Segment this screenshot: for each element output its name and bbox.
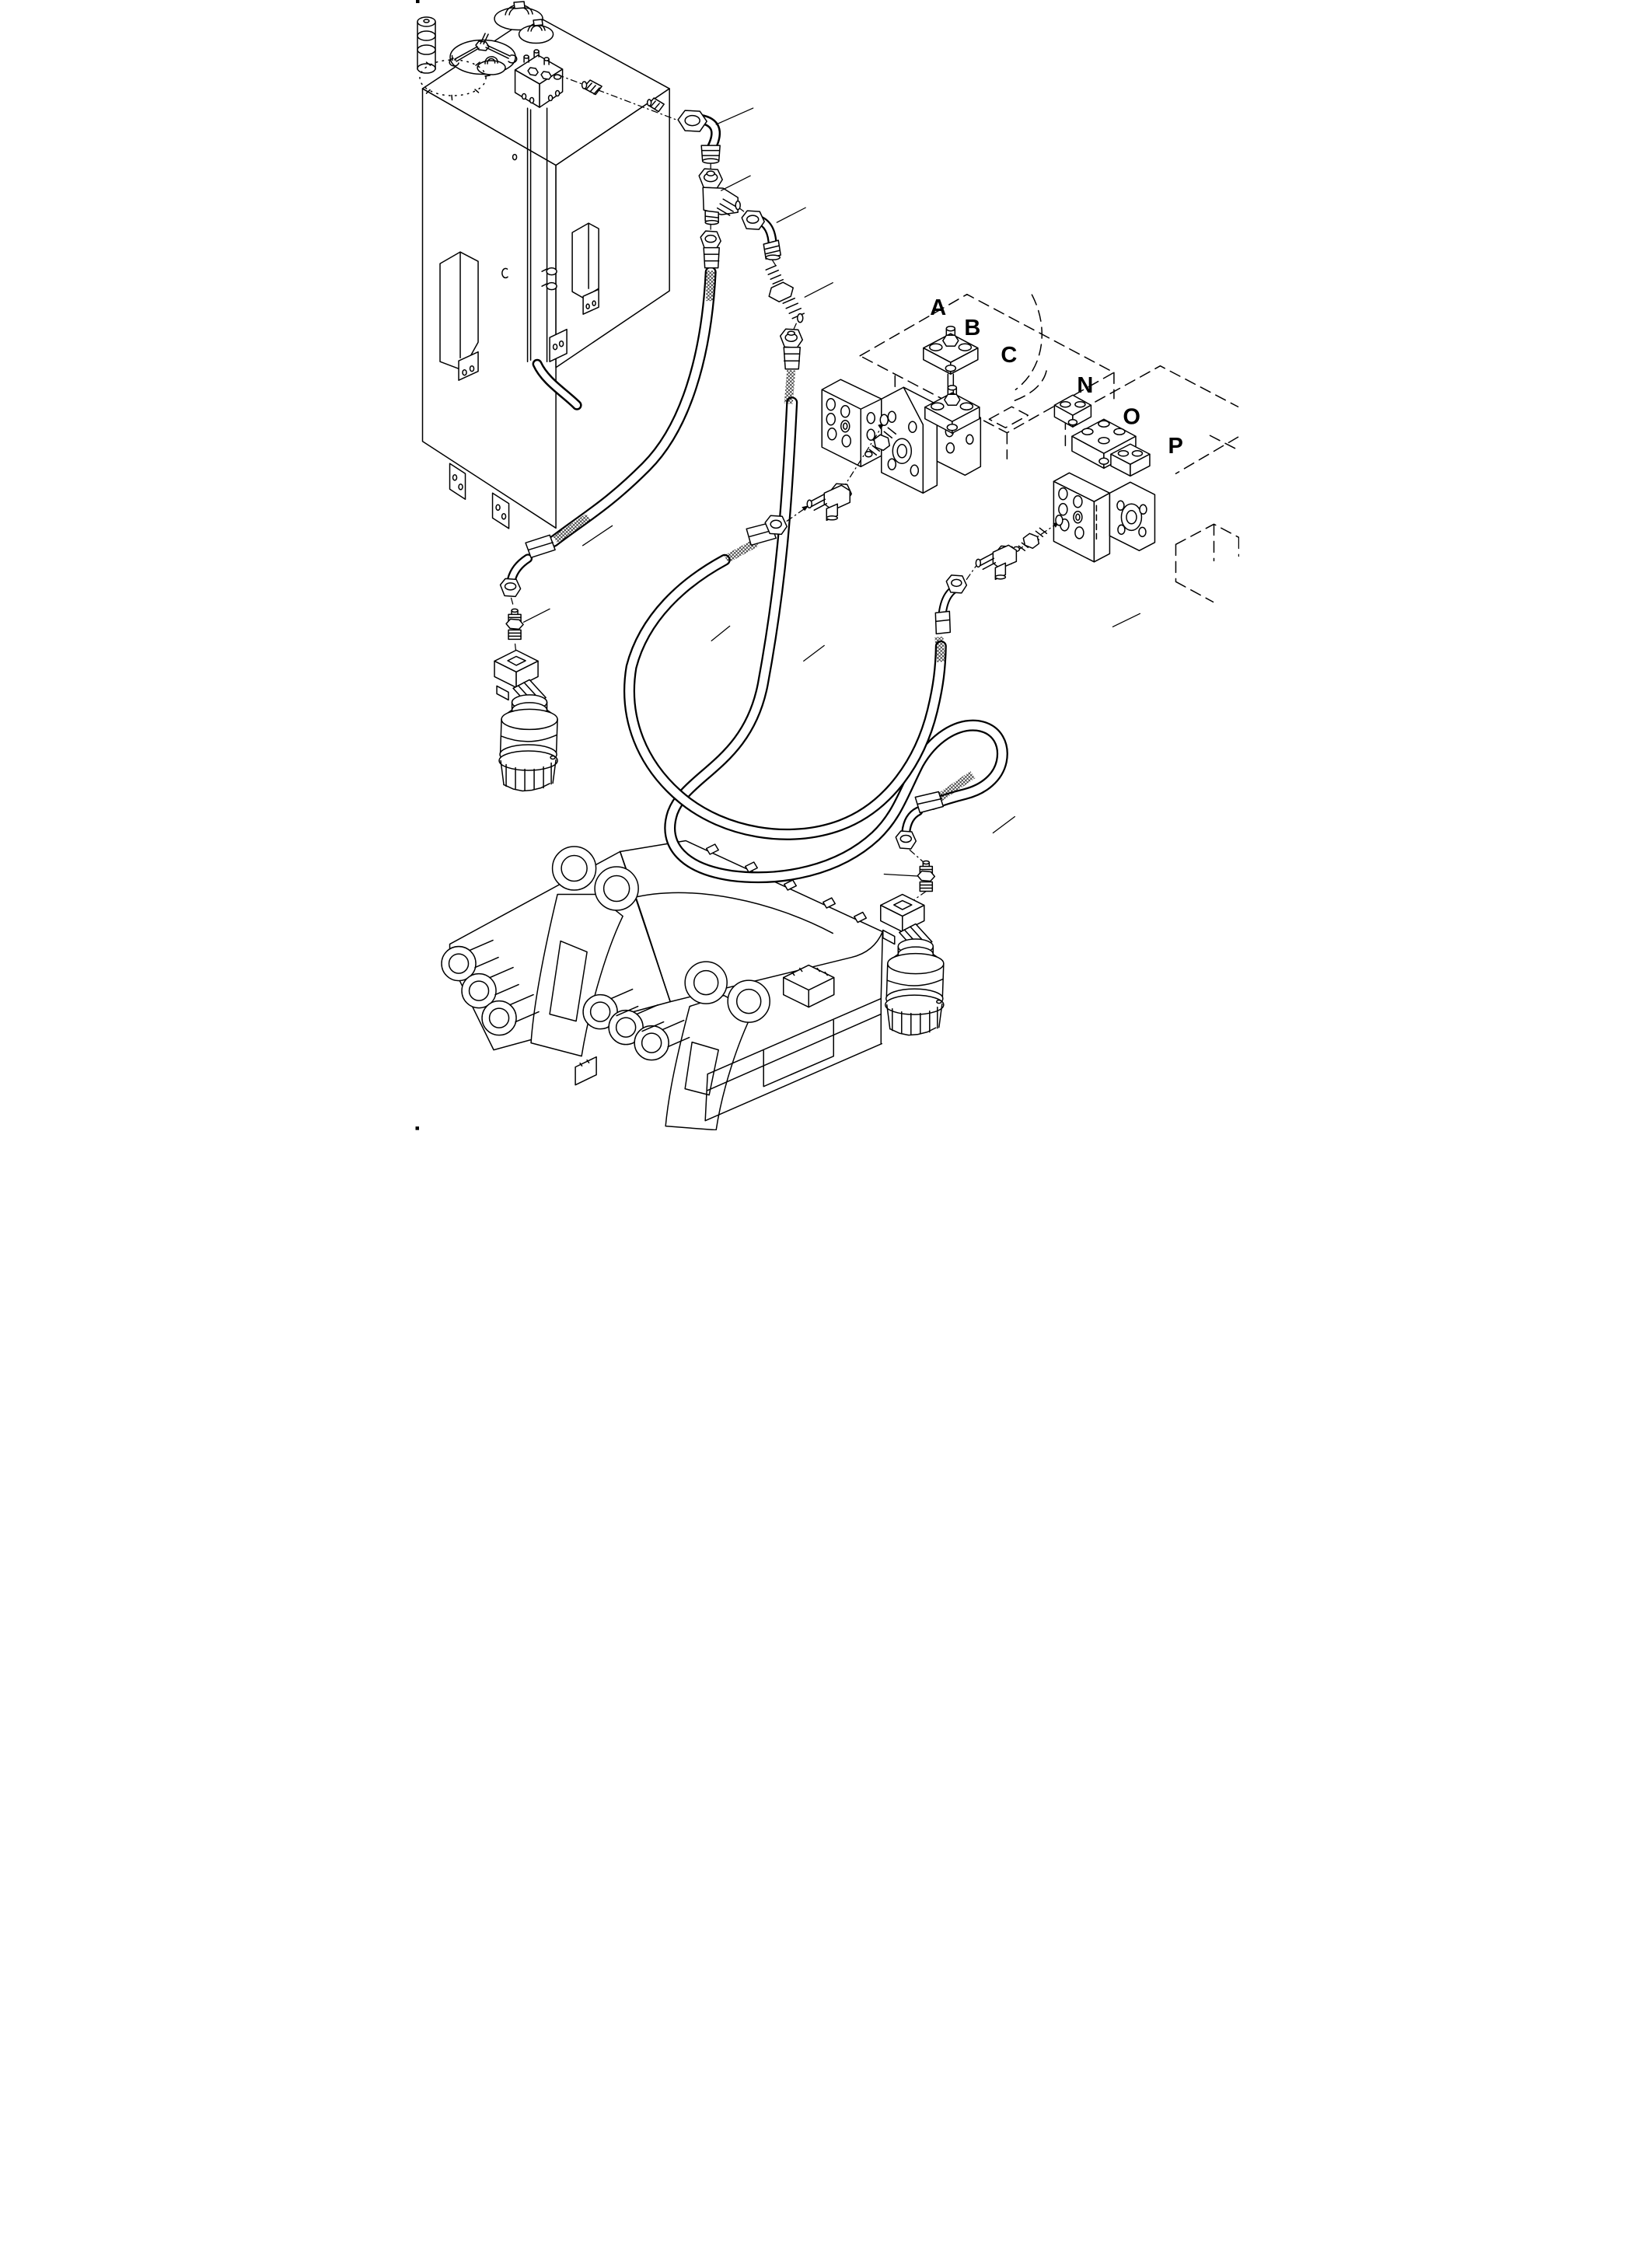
straight-adapter-3 [766,266,804,323]
port-label-c: C [1001,343,1018,368]
elbow-fitting-1 [678,110,720,163]
hose-end-fitting-2 [781,329,803,369]
hose-end-fitting-1 [700,231,721,268]
valve-port-n [1056,515,1063,525]
tee-fitting-2 [807,484,851,520]
straight-adapter-5 [1013,528,1046,551]
pilot-hose-valve-jumper [630,543,941,835]
exploded-parts-diagram [413,0,1239,1130]
bucket-assembly [442,840,882,1130]
ppc-valve-left [494,650,557,791]
nipple-fitting-right [917,861,934,892]
port-label-n: N [1077,373,1094,399]
valve-stud-block-n1 [1054,395,1091,427]
port-label-a: A [930,295,947,321]
hydraulic-tank [417,2,669,529]
hose-elbow-left-ppc [501,535,556,596]
hose-elbow-jumper-right [935,575,966,634]
valve-cluster-abc [822,326,980,494]
port-label-b: B [964,316,981,341]
tee-fitting-1 [699,169,740,225]
tank-bracket-left [440,252,478,380]
nipple-fitting-left [506,609,523,639]
port-label-o: O [1123,404,1140,430]
port-label-p: P [1168,433,1183,459]
tee-fitting-3 [976,545,1016,579]
elbow-fitting-2 [742,211,781,260]
valve-port-a [880,414,888,425]
registration-marks [416,0,420,1130]
parts-diagram-page [413,0,1239,1130]
tank-breather [417,17,435,73]
ppc-valve-right [881,895,944,1035]
